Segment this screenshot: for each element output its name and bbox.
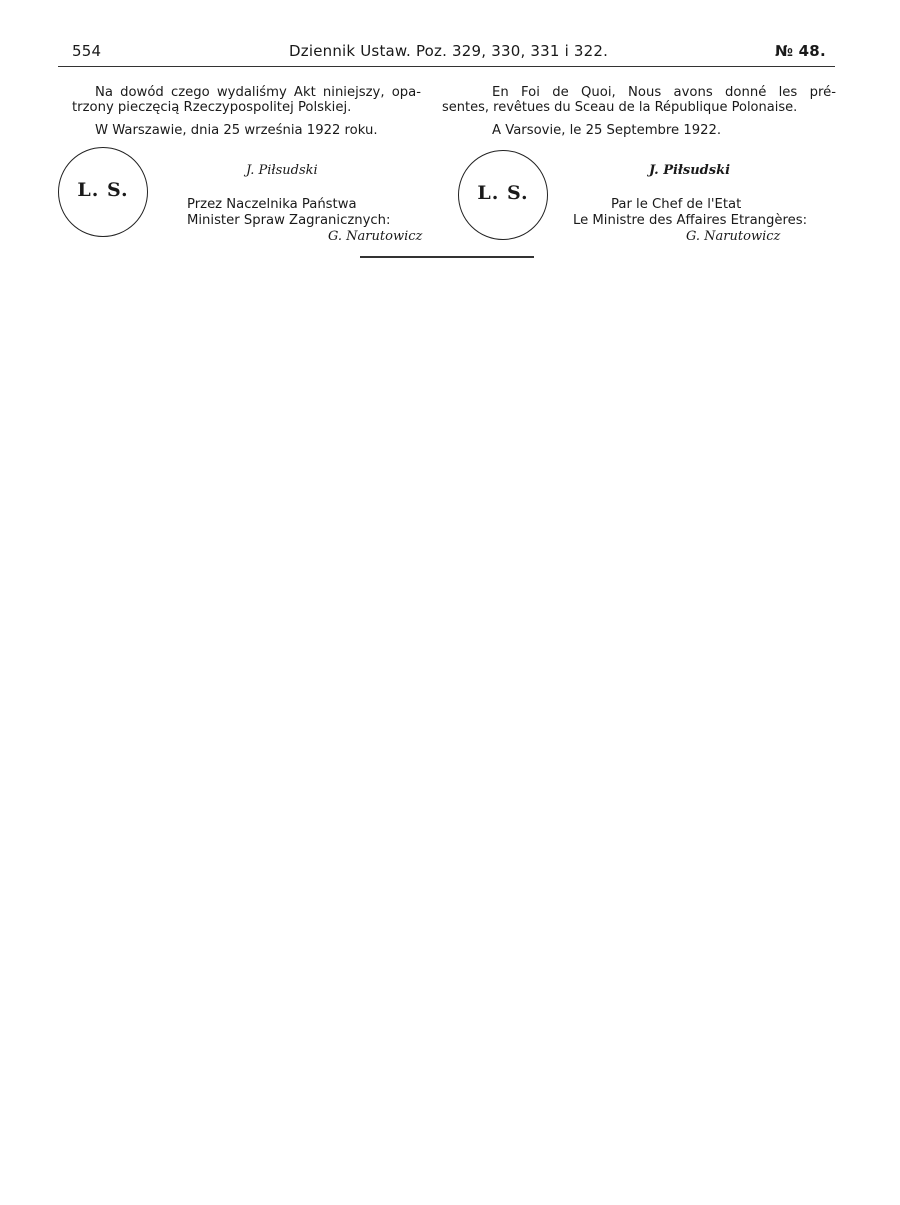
right-by-line: Par le Chef de l'Etat (611, 197, 742, 212)
right-seal (458, 150, 548, 240)
journal-title: Dziennik Ustaw. Poz. 329, 330, 331 i 322. (289, 42, 609, 60)
closing-rule (360, 256, 534, 258)
right-minister-line: Le Ministre des Affaires Etrangères: (573, 213, 808, 228)
left-paragraph-line1: Na dowód czego wydaliśmy Akt niniejszy, opa- (95, 85, 421, 100)
left-by-line: Przez Naczelnika Państwa (187, 197, 357, 212)
right-paragraph-line1: En Foi de Quoi, Nous avons donné les pré- (492, 85, 836, 100)
right-signature: J. Piłsudski (649, 163, 731, 178)
right-date-line: A Varsovie, le 25 Septembre 1922. (492, 123, 722, 138)
left-date-line: W Warszawie, dnia 25 września 1922 roku. (95, 123, 378, 138)
right-paragraph-line2: sentes, revêtues du Sceau de la République Polonaise. (442, 100, 798, 115)
left-minister-line: Minister Spraw Zagranicznych: (187, 213, 391, 228)
left-countersignature: G. Narutowicz (328, 229, 423, 244)
right-countersignature: G. Narutowicz (686, 229, 781, 244)
header-rule (58, 66, 835, 67)
left-seal-text: L. S. (77, 179, 129, 201)
issue-number: № 48. (775, 42, 826, 60)
left-seal (58, 147, 148, 237)
left-signature: J. Piłsudski (246, 163, 318, 178)
left-paragraph-line2: trzony pieczęcią Rzeczypospolitej Polskiej. (72, 100, 352, 115)
page-number: 554 (72, 42, 102, 60)
right-seal-text: L. S. (477, 182, 529, 204)
